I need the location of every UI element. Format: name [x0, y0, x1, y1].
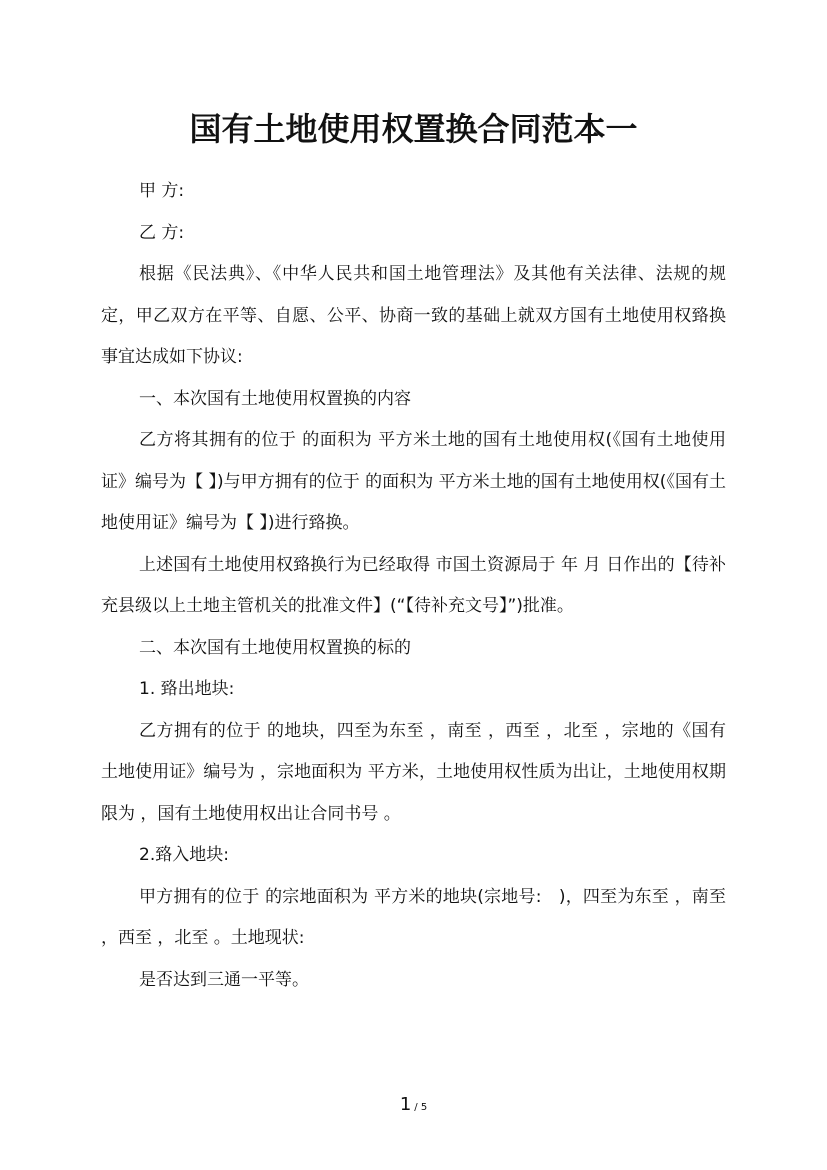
subheading-outgoing-plot: 1. 臵出地块: — [139, 679, 235, 699]
subheading-incoming-plot: 2.臵入地块: — [139, 845, 229, 865]
page-footer — [0, 1094, 827, 1115]
page-total: / 5 — [414, 1102, 428, 1113]
incoming-plot-paragraph: 甲方拥有的位于 的宗地面积为 平方米的地块(宗地号: )，四至为东至 ，南至 ，西至 ，北至 。土地现状: — [101, 886, 726, 948]
section-heading-1: 一、本次国有土地使用权置换的内容 — [139, 388, 411, 409]
party-a-line: 甲 方: — [139, 181, 185, 201]
document-title: 国有土地使用权置换合同范本一 — [189, 110, 638, 148]
site-condition-paragraph: 是否达到三通一平等。 — [139, 969, 309, 990]
section-1-paragraph-2: 上述国有土地使用权臵换行为已经取得 市国土资源局于 年 月 日作出的【待补充县级以上土地主管机关的批准文件】(“【待补充文号】”)批准。 — [101, 554, 726, 616]
page-number: 1 — [399, 1094, 412, 1115]
section-1-paragraph-1: 乙方将其拥有的位于 的面积为 平方米土地的国有土地使用权(《国有土地使用证》编号为【 】)与甲方拥有的位于 的面积为 平方米土地的国有土地使用权(《国有土地使用证》编号为【 】)进行臵换。 — [101, 430, 726, 533]
document-body — [101, 171, 726, 1001]
party-b-line: 乙 方: — [139, 222, 185, 243]
preamble-paragraph: 根据《民法典》、《中华人民共和国土地管理法》及其他有关法律、法规的规定，甲乙双方在平等、自愿、公平、协商一致的基础上就双方国有土地使用权臵换事宜达成如下协议: — [101, 264, 726, 367]
outgoing-plot-paragraph: 乙方拥有的位于 的地块，四至为东至 ，南至 ，西至 ，北至 ，宗地的《国有土地使用证》编号为 ，宗地面积为 平方米，土地使用权性质为出让，土地使用权期限为 ，国有土地使用权出让合同书号 。 — [101, 720, 726, 824]
section-heading-2: 二、本次国有土地使用权置换的标的 — [139, 637, 411, 658]
